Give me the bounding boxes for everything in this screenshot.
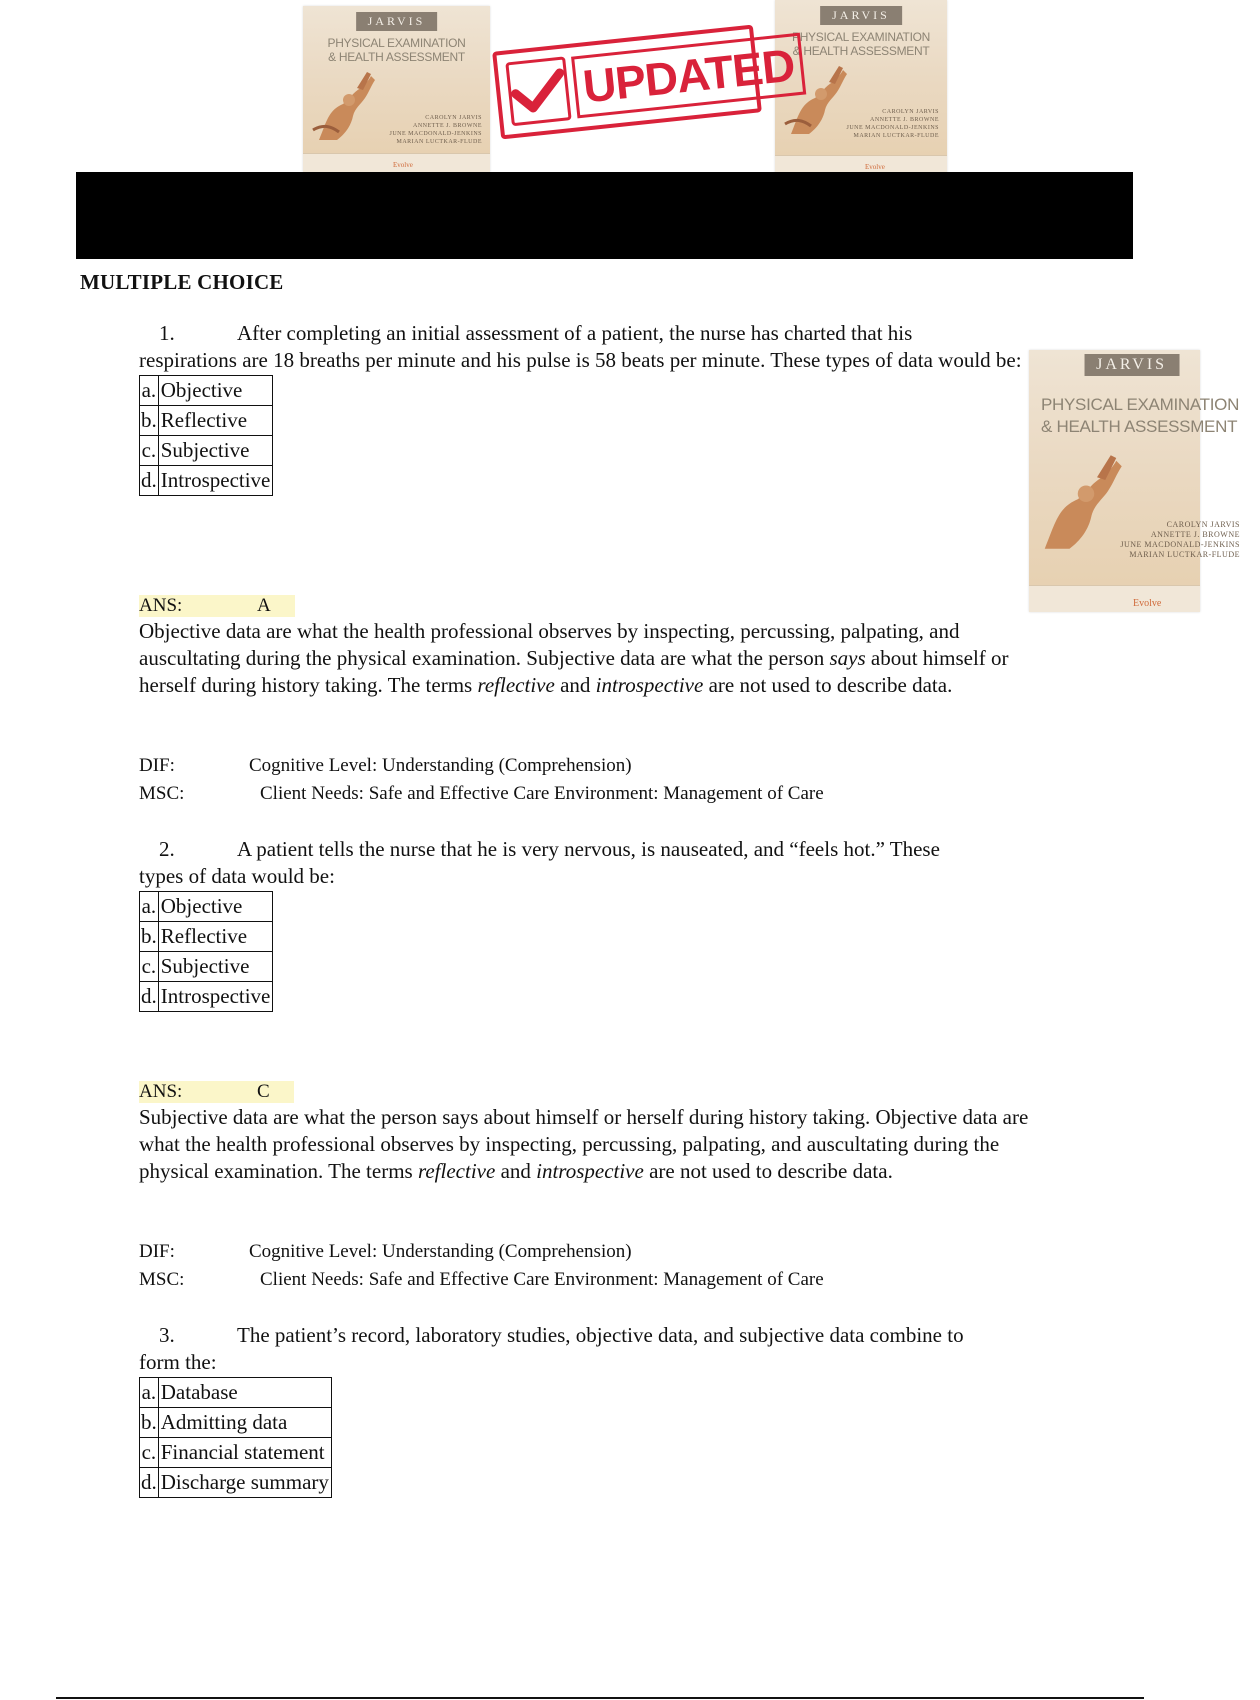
cover-brand: JARVIS xyxy=(820,6,902,25)
choice-row[interactable]: d. Discharge summary xyxy=(140,1468,332,1498)
choice-row[interactable]: b. Reflective xyxy=(140,406,273,436)
dif-value: Cognitive Level: Understanding (Comprehension) xyxy=(249,755,632,776)
cover-authors: CAROLYN JARVIS ANNETTE J. BROWNE JUNE MACDONALD-JENKINS MARIAN LUCTKAR-FLUDE xyxy=(1120,520,1240,559)
choice-row[interactable]: c. Financial statement xyxy=(140,1438,332,1468)
cover-publisher: Evolve xyxy=(1133,598,1162,609)
cover-footer xyxy=(303,153,490,172)
answer-highlight: ANS: A xyxy=(139,595,295,617)
page-bottom-rule xyxy=(56,1697,1144,1699)
choice-row[interactable]: d. Introspective xyxy=(140,982,273,1012)
cover-publisher: Evolve xyxy=(865,163,885,171)
metadata xyxy=(139,1238,824,1294)
question-stem: 3. The patient’s record, laboratory studies, objective data, and subjective data combine to xyxy=(139,1322,1039,1349)
msc-value: Client Needs: Safe and Effective Care Environment: Management of Care xyxy=(260,783,824,804)
choice-row[interactable]: c. Subjective xyxy=(140,952,273,982)
metadata xyxy=(139,752,824,808)
updated-stamp xyxy=(492,25,797,140)
cover-authors: CAROLYN JARVIS ANNETTE J. BROWNE JUNE MACDONALD-JENKINS MARIAN LUCTKAR-FLUDE xyxy=(846,109,939,139)
cover-publisher: Evolve xyxy=(393,161,413,169)
cover-brand: JARVIS xyxy=(1084,354,1179,376)
choice-row[interactable]: a. Objective xyxy=(140,376,273,406)
choices-table xyxy=(139,891,273,1012)
msc-label: MSC: xyxy=(139,1269,185,1290)
question-stem: 1. After completing an initial assessment of a patient, the nurse has charted that his xyxy=(139,320,1039,347)
question-2 xyxy=(139,836,1039,1012)
question-number: 3. xyxy=(159,1323,175,1347)
choice-row[interactable]: c. Subjective xyxy=(140,436,273,466)
cover-title: PHYSICAL EXAMINATION & HEALTH ASSESSMENT xyxy=(1041,395,1240,436)
checkmark-icon xyxy=(505,56,571,126)
rationale: Subjective data are what the person says about himself or herself during history taking. Objective data are what the health professional observes by inspecting, percussing, palpating, and auscultating during the physical examination. The terms reflective and introspective are not used to describe data. xyxy=(139,1105,1029,1183)
choice-row[interactable]: d. Introspective xyxy=(140,466,273,496)
cover-footer xyxy=(1029,585,1200,612)
question-stem-continued: form the: xyxy=(139,1350,217,1374)
answer-value: A xyxy=(257,595,271,616)
answer-highlight: ANS: C xyxy=(139,1081,294,1103)
question-stem: 2. A patient tells the nurse that he is very nervous, is nauseated, and “feels hot.” These xyxy=(139,836,1039,863)
dif-value: Cognitive Level: Understanding (Comprehension) xyxy=(249,1241,632,1262)
msc-value: Client Needs: Safe and Effective Care Environment: Management of Care xyxy=(260,1269,824,1290)
question-3 xyxy=(139,1322,1039,1498)
stamp-text: UPDATED xyxy=(571,33,806,119)
question-stem-continued: respirations are 18 breaths per minute and his pulse is 58 beats per minute. These types of data would be: xyxy=(139,348,1022,372)
cover-brand: JARVIS xyxy=(356,12,438,31)
redaction-bar xyxy=(76,172,1133,259)
question-stem-continued: types of data would be: xyxy=(139,864,335,888)
answer-line xyxy=(139,595,295,617)
cover-title: PHYSICAL EXAMINATION & HEALTH ASSESSMENT xyxy=(791,30,931,58)
choice-row[interactable]: a. Objective xyxy=(140,892,273,922)
choice-row[interactable]: b. Reflective xyxy=(140,922,273,952)
question-number: 1. xyxy=(159,321,175,345)
book-cover-side xyxy=(1029,350,1240,612)
question-number: 2. xyxy=(159,837,175,861)
msc-label: MSC: xyxy=(139,783,185,804)
answer-value: C xyxy=(257,1081,270,1102)
dif-label: DIF: xyxy=(139,755,175,776)
cover-authors: CAROLYN JARVIS ANNETTE J. BROWNE JUNE MACDONALD-JENKINS MARIAN LUCTKAR-FLUDE xyxy=(389,115,482,145)
choice-row[interactable]: a. Database xyxy=(140,1378,332,1408)
choice-row[interactable]: b. Admitting data xyxy=(140,1408,332,1438)
section-title: MULTIPLE CHOICE xyxy=(80,270,284,294)
book-cover-left xyxy=(303,6,490,172)
question-1 xyxy=(139,320,1039,496)
choices-table xyxy=(139,1377,332,1498)
dif-label: DIF: xyxy=(139,1241,175,1262)
choices-table xyxy=(139,375,273,496)
cover-title: PHYSICAL EXAMINATION & HEALTH ASSESSMENT xyxy=(327,36,466,64)
answer-line xyxy=(139,1081,294,1103)
rationale: Objective data are what the health professional observes by inspecting, percussing, palpating, and auscultating during the physical examination. Subjective data are what the person says about himself or herself during history taking. The terms reflective and introspective are not used to describe data. xyxy=(139,619,1009,697)
